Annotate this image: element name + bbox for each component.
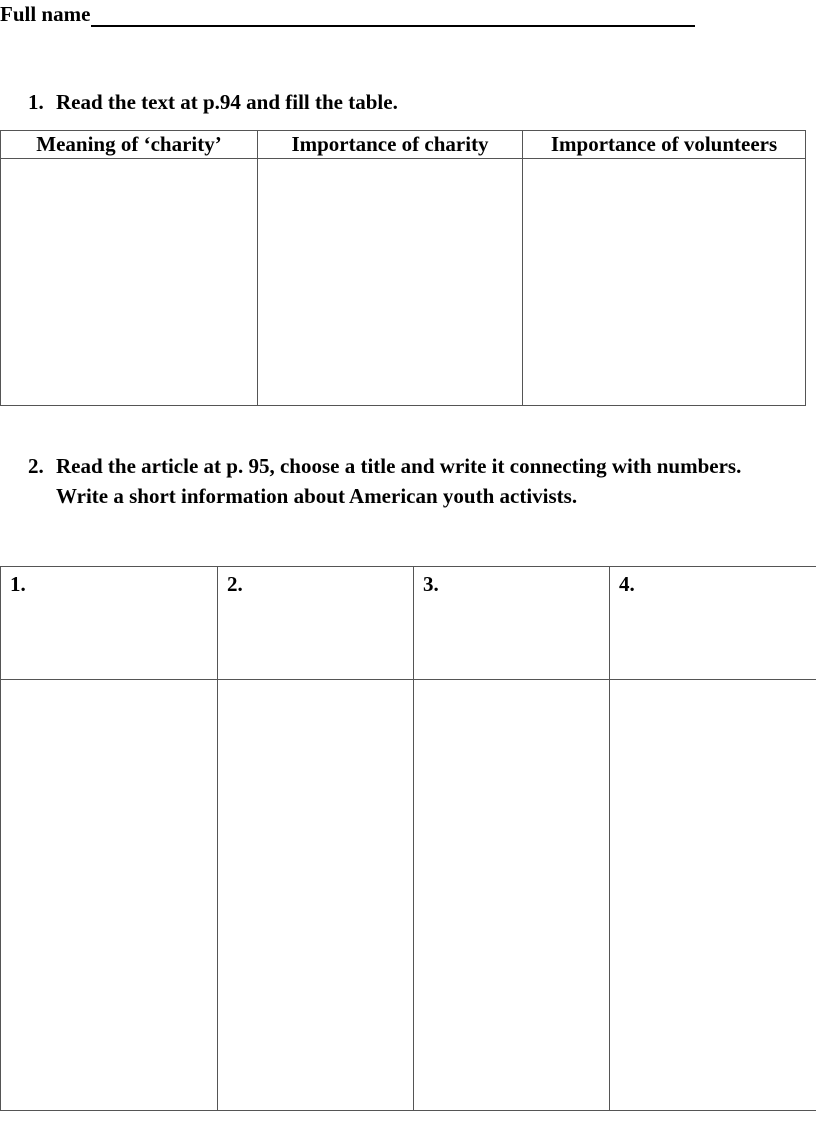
activists-table — [0, 566, 816, 1111]
info-cell-1[interactable] — [1, 680, 218, 1111]
title-cell-4[interactable]: 4. — [610, 567, 816, 680]
task-2-number: 2. — [28, 454, 44, 478]
info-cell-2[interactable] — [218, 680, 414, 1111]
title-cell-1[interactable]: 1. — [1, 567, 218, 680]
full-name-field — [0, 2, 695, 27]
task-1-instruction: Read the text at p.94 and fill the table. — [56, 90, 398, 114]
header-meaning-of-charity: Meaning of ‘charity’ — [1, 131, 258, 159]
full-name-label: Full name — [0, 2, 91, 26]
charity-table — [0, 130, 806, 406]
activists-table-info-row — [1, 680, 816, 1111]
cell-importance-of-charity[interactable] — [258, 159, 523, 406]
task-1-number: 1. — [28, 90, 44, 114]
charity-table-header-row — [1, 131, 806, 159]
task-2-instruction: Read the article at p. 95, choose a title and write it connecting with numbers. Write a short information about American youth activists. — [56, 454, 742, 508]
title-cell-2[interactable]: 2. — [218, 567, 414, 680]
info-cell-4[interactable] — [610, 680, 816, 1111]
activists-table-title-row — [1, 567, 816, 680]
charity-table-answer-row — [1, 159, 806, 406]
title-cell-3[interactable]: 3. — [414, 567, 610, 680]
task-2 — [28, 451, 786, 511]
info-cell-3[interactable] — [414, 680, 610, 1111]
cell-meaning-of-charity[interactable] — [1, 159, 258, 406]
header-importance-of-volunteers: Importance of volunteers — [523, 131, 806, 159]
full-name-input-line[interactable] — [91, 3, 695, 27]
cell-importance-of-volunteers[interactable] — [523, 159, 806, 406]
header-importance-of-charity: Importance of charity — [258, 131, 523, 159]
task-1 — [28, 87, 786, 117]
